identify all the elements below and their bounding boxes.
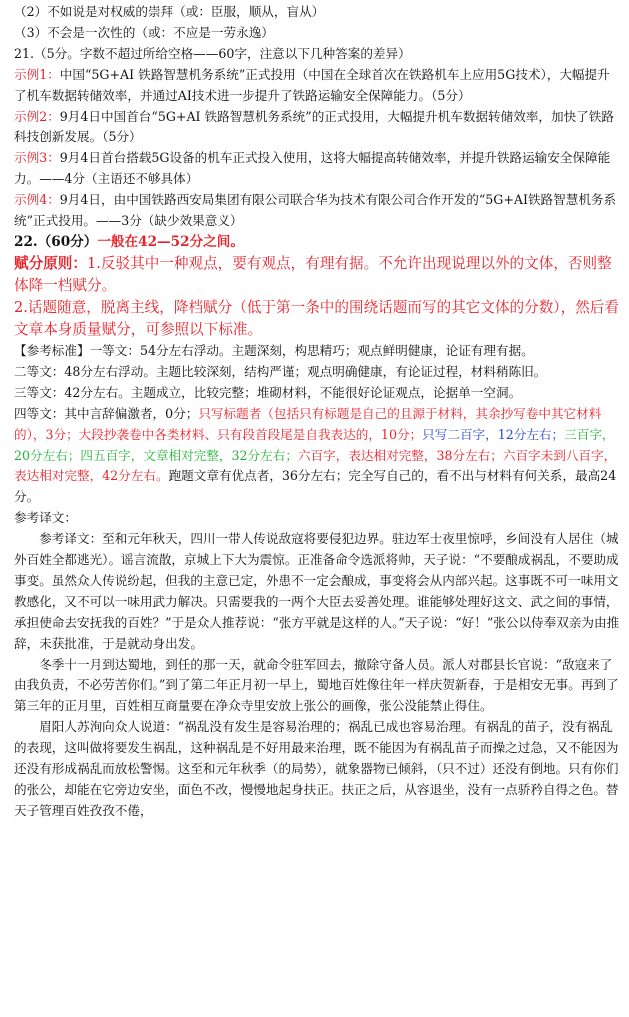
example-3-text: 9月4日首台搭载5G设备的机车正式投入使用，这将大幅提高转储效率，并提升铁路运输安全保障能力。——4分（主语还不够具体） [14,150,611,187]
standard-fourth-class [14,404,620,509]
std4-c: 只写二百字，12分左右； [422,426,565,442]
question-22-note: 一般在42—52分之间。 [97,233,244,250]
answer-line-3: （3）不会是一次性的（或：不应是一劳永逸） [14,24,274,40]
example-3 [14,148,620,190]
scoring-rule-1-text: 1.反驳其中一种观点，要有观点，有理有据。不允许出现说理以外的文体，否则整体降一档赋分。 [14,254,612,294]
example-1-text: 中国“5G+AI 铁路智慧机务系统”正式投用（中国在全球首次在铁路机车上应用5G技术），大幅提升了机车数据转储效率，并通过AI技术进一步提升了铁路运输安全保障能力。（5分） [14,66,610,103]
example-4 [14,190,620,232]
example-2 [14,107,620,149]
standard-first-class: 【参考标准】一等文：54分左右浮动。主题深刻，构思精巧；观点鲜明健康，论证有理有据。 [14,342,534,358]
example-4-label: 示例4： [14,192,60,208]
scoring-rule-label: 赋分原则： [14,254,87,272]
std4-a: 四等文：其中言辞偏激者，0分； [14,405,199,421]
std4-b: 只写标题者（包括只有标题是自己的且源于材料，其余抄写卷中其它材料的），3分；大段抄袭卷中各类材料、只有段首段尾是自我表达的，10分； [14,405,602,442]
example-2-text: 9月4日中国首台“5G+AI 铁路智慧机务系统”的正式投用，大幅提升机车数据转储效率，加快了铁路科技创新发展。（5分） [14,108,614,145]
question-21-heading: 21.（5分。字数不超过所给空格——60字，注意以下几种答案的差异） [14,45,411,61]
standard-third-class: 三等文：42分左右。主题成立，比较完整；堆砌材料，不能很好论证观点，论据单一空洞。 [14,384,522,400]
std4-f: 跑题文章有优点者，36分左右；完全写自己的，看不出与材料有何关系，最高24分。 [14,468,617,505]
translation-title: 参考译文： [14,510,77,526]
example-1-label: 示例1： [14,66,60,82]
translation-paragraph-3: 眉阳人苏洵向众人说道：“祸乱没有发生是容易治理的；祸乱已成也容易治理。有祸乱的苗子，没有祸乱的表现，这叫做将要发生祸乱，这种祸乱是不好用最来治理，既不能因为有祸乱苗子而操之过急，又不能因为还没有形成祸乱而放松警惕。这至和元年秋季（的局势），就象器物已倾斜，（只不过）还没有倒地。只有你们的张公，却能在它旁边安坐，面色不改，慢慢地起身扶正。扶正之后，从容退坐，没有一点骄矜自得之色。替天子管理百姓孜孜不倦， [14,719,619,818]
standard-second-class: 二等文：48分左右浮动。主题比较深刻，结构严谨；观点明确健康，有论证过程，材料稍陈旧。 [14,363,547,379]
example-2-label: 示例2： [14,108,60,124]
example-4-text: 9月4日，由中国铁路西安局集团有限公司联合华为技术有限公司合作开发的“5G+AI铁路智慧机务系统”正式投用。——3分（缺少效果意义） [14,192,617,229]
question-22-heading [14,232,620,253]
question-22-label: 22.（60分） [14,233,98,250]
std4-e: 六百字，表达相对完整，38分左右；六百字未到八百字，表达相对完整，42分左右。 [14,447,617,484]
scoring-rule-1 [14,253,620,297]
translation-paragraph-1: 参考译文：至和元年秋天，四川一带人传说敌寇将要侵犯边界。驻边军士夜里惊呼，乡间没有人居住（城外百姓全都逃光）。谣言流散，京城上下大为震惊。正准备命令选派将帅，天子说：“不要酿成祸乱，不要助成事变。虽然众人传说纷起，但我的主意已定，外患不一定会酿成，事变将会从内部兴起。这事既不可一味用文教感化，又不可以一味用武力解决。只需要我的一两个大臣去妥善处理。谁能够处理好这文、武之间的事情，承担使命去安抚我的百姓？”于是众人推荐说：“张方平就是这样的人。”天子说：“好！”张公以侍奉双亲为由推辞，未获批准，于是就动身出发。 [14,531,620,651]
std4-d: 三百字，20分左右；四五百字，文章相对完整，32分左右； [14,426,615,463]
answer-line-2: （2）不如说是对权威的崇拜（或：臣服，顺从，盲从） [14,4,325,19]
translation-paragraph-2: 冬季十一月到达蜀地，到任的那一天，就命令驻军回去，撤除守备人员。派人对郡县长官说：“敌寇来了由我负责，不必劳苦你们。”到了第二年正月初一早上，蜀地百姓像往年一样庆贺新春，于是相安无事。再到了第三年的正月里，百姓相互商量要在净众寺里安放上张公的画像，张公没能禁止得住。 [14,656,619,714]
example-1 [14,65,620,107]
scoring-rule-2: 2.话题随意，脱离主线，降档赋分（低于第一条中的围绕话题而写的其它文体的分数），然后看文章本身质量赋分，可参照以下标准。 [14,298,619,338]
example-3-label: 示例3： [14,150,60,166]
